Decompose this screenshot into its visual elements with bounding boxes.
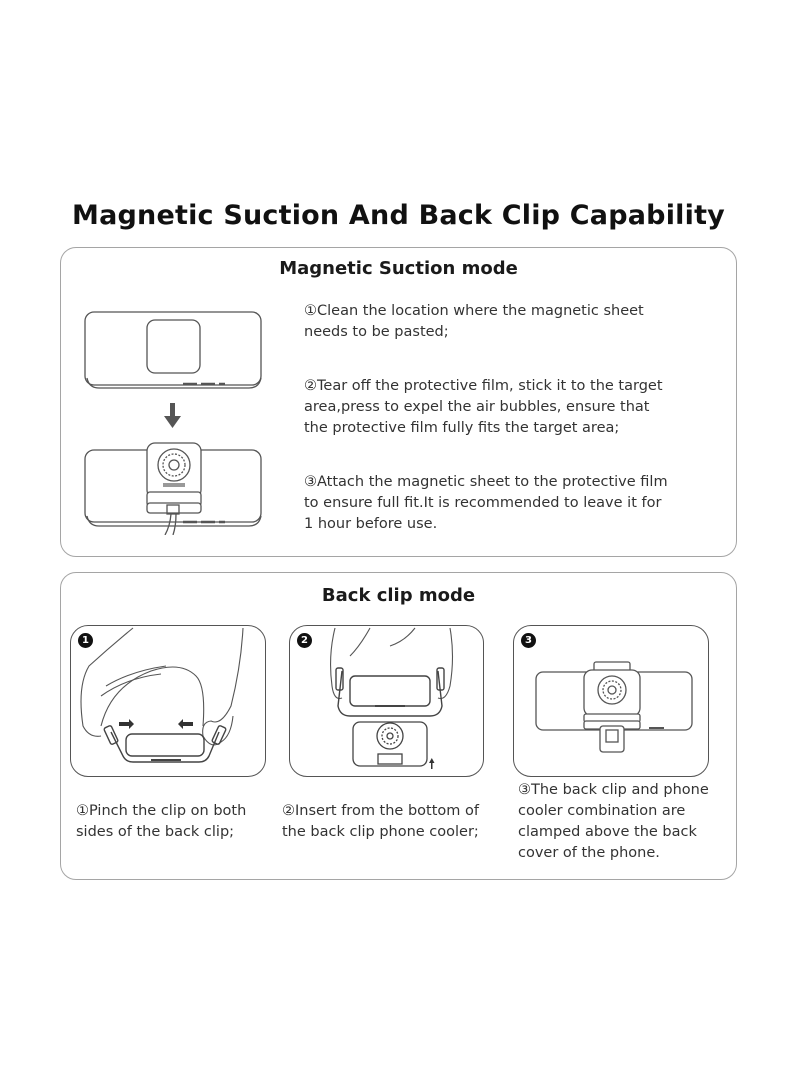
down-arrow-icon <box>164 403 181 428</box>
magnetic-step-3 <box>304 472 668 535</box>
magnetic-suction-illustration <box>79 300 269 535</box>
step-line: 1 hour before use. <box>304 516 438 532</box>
page-title: Magnetic Suction And Back Clip Capability <box>72 200 725 231</box>
step-line: cover of the phone. <box>518 845 660 861</box>
step-badge: 3 <box>521 633 536 648</box>
insert-cooler-into-clip-icon <box>290 626 484 777</box>
hand-pinching-clip-icon <box>71 626 266 777</box>
step-line: ②Tear off the protective film, stick it to the target <box>304 378 663 394</box>
back-clip-step-1 <box>76 801 246 843</box>
magnetic-step-1 <box>304 301 644 343</box>
magnetic-suction-heading: Magnetic Suction mode <box>279 258 518 279</box>
back-clip-figure-1 <box>70 625 266 777</box>
step-line: ②Insert from the bottom of <box>282 803 479 819</box>
back-clip-step-3 <box>518 780 709 864</box>
step-line: the protective film fully fits the target area; <box>304 420 620 436</box>
phone-with-magnetic-sheet-icon <box>85 312 261 388</box>
clip-on-phone-icon <box>514 626 709 777</box>
step-line: needs to be pasted; <box>304 324 449 340</box>
back-clip-panel <box>60 572 737 880</box>
back-clip-figure-2 <box>289 625 484 777</box>
step-line: area,press to expel the air bubbles, ensure that <box>304 399 650 415</box>
step-line: ①Clean the location where the magnetic sheet <box>304 303 644 319</box>
magnetic-step-2 <box>304 376 663 439</box>
step-badge: 2 <box>297 633 312 648</box>
back-clip-step-2 <box>282 801 479 843</box>
back-clip-figure-3 <box>513 625 709 777</box>
step-line: sides of the back clip; <box>76 824 235 840</box>
phone-with-cooler-attached-icon <box>85 443 261 535</box>
back-clip-heading: Back clip mode <box>321 585 476 606</box>
step-line: clamped above the back <box>518 824 697 840</box>
step-badge: 1 <box>78 633 93 648</box>
step-line: to ensure full fit.It is recommended to leave it for <box>304 495 662 511</box>
magnetic-suction-panel <box>60 247 737 557</box>
step-line: ③The back clip and phone <box>518 782 709 798</box>
step-line: ①Pinch the clip on both <box>76 803 247 819</box>
step-line: cooler combination are <box>518 803 686 819</box>
step-line: the back clip phone cooler; <box>282 824 479 840</box>
step-line: ③Attach the magnetic sheet to the protective film <box>304 474 668 490</box>
